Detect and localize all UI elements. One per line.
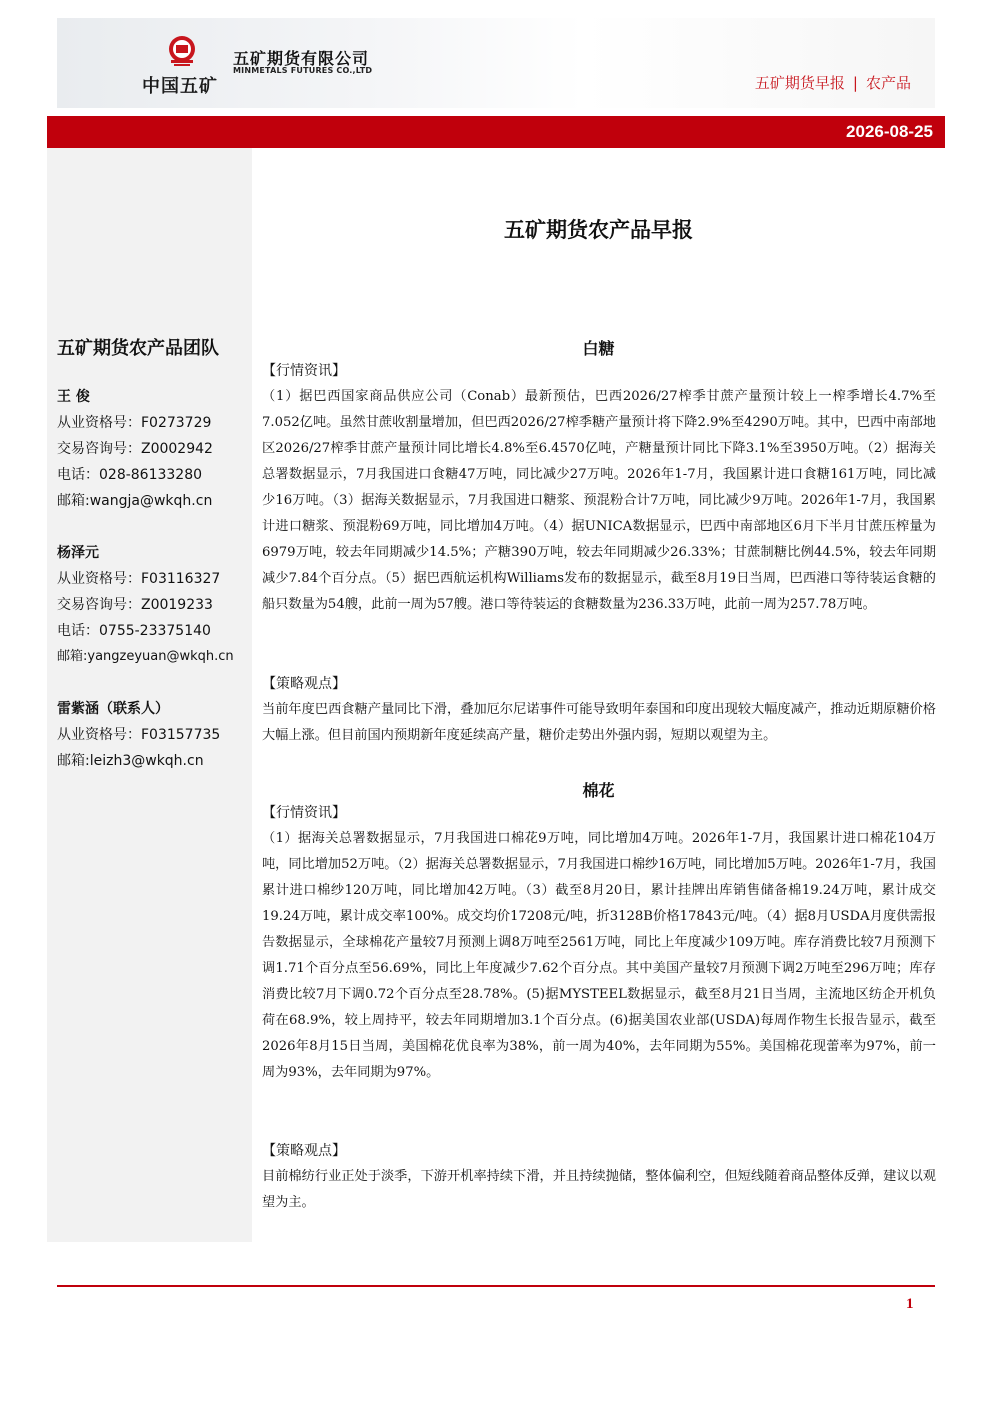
strategy-paragraph: 当前年度巴西食糖产量同比下滑，叠加厄尔尼诺事件可能导致明年泰国和印度出现较大幅度减产，推动近期原糖价格大幅上涨。但目前国内预期新年度延续高产量，糖价走势出外强内弱，短期以观望为主。 <box>262 702 936 743</box>
analyst-license: 从业资格号：F0273729 <box>57 415 212 431</box>
news-label: 【行情资讯】 <box>262 363 346 379</box>
analyst-email: 邮箱:yangzeyuan@wkqh.cn <box>57 649 234 664</box>
analyst-email: 邮箱:leizh3@wkqh.cn <box>57 753 204 769</box>
analyst-name: 王 俊 <box>57 389 90 405</box>
date-bar <box>47 116 945 148</box>
report-tag <box>755 72 911 93</box>
strategy-label: 【策略观点】 <box>262 676 346 692</box>
news-label: 【行情资讯】 <box>262 805 346 821</box>
company-name-cn: 五矿期货有限公司 <box>233 49 370 68</box>
strategy-paragraph: 目前棉纺行业正处于淡季，下游开机率持续下滑，并且持续抛储，整体偏利空，但短线随着商品整体反弹，建议以观望为主。 <box>262 1169 936 1210</box>
analyst-license: 从业资格号：F03157735 <box>57 727 221 743</box>
report-type: 五矿期货早报 <box>754 74 845 92</box>
analyst-card <box>57 384 213 514</box>
analyst-license: 从业资格号：F03116327 <box>57 571 221 587</box>
team-title: 五矿期货农产品团队 <box>57 338 219 359</box>
news-paragraph: （1）据海关总署数据显示，7月我国进口棉花9万吨，同比增加4万吨。2026年1-7月，我国累计进口棉花104万吨，同比增加52万吨。（2）据海关总署数据显示，7月我国进口棉纱16万吨，同比增加5万吨。2026年1-7月，我国累计进口棉纱120万吨，同比增加42万吨。（3）截至8月20日，累计挂牌出库销售储备棉19.24万吨，累计成交19.24万吨，累计成交率100%。成交均价17208元/吨，折3128B价格17843元/吨。（4）据8月USDA月度供需报告数据显示，全球棉花产量较7月预测上调8万吨至2561万吨，同比上年度减少109万吨。库存消费比较7月预测下调1.71个百分点至56.69%，同比上年度减少7.62个百分点。其中美国产量较7月预测下调2万吨至296万吨；库存消费比较7月下调0.72个百分点至28.78%。(5)据MYSTEEL数据显示，截至8月21日当周，主流地区纺企开机负荷在68.9%，较上周持平，较去年同期增加3.1个百分点。(6)据美国农业部(USDA)每周作物生长报告显示，截至2026年8月15日当周，美国棉花优良率为38%，前一周为40%，去年同期为55%。美国棉花现蕾率为97%，前一周为93%，去年同期为97%。 <box>262 831 936 1080</box>
analyst-card <box>57 696 220 774</box>
analyst-sidebar <box>47 148 252 1242</box>
report-title: 五矿期货农产品早报 <box>504 218 693 242</box>
analyst-name: 杨泽元 <box>57 545 99 561</box>
news-paragraph: （1）据巴西国家商品供应公司（Conab）最新预估，巴西2026/27榨季甘蔗产量预计较上一榨季增长4.7%至7.052亿吨。虽然甘蔗收割量增加，但巴西2026/27榨季糖产量预计将下降2.9%至4290万吨。其中，巴西中南部地区2026/27榨季甘蔗产量预计同比增长4.8%至6.4570亿吨，产糖量预计同比下降3.1%至3950万吨。（2）据海关总署数据显示，7月我国进口食糖47万吨，同比减少27万吨。2026年1-7月，我国累计进口食糖161万吨，同比减少16万吨。（3）据海关数据显示，7月我国进口糖浆、预混粉合计7万吨，同比减少9万吨。2026年1-7月，我国累计进口糖浆、预混粉69万吨，同比增加4万吨。（4）据UNICA数据显示，巴西中南部地区6月下半月甘蔗压榨量为6979万吨，较去年同期减少14.5%；产糖390万吨，较去年同期减少26.33%；甘蔗制糖比例44.5%，较去年同期减少7.84个百分点。（5）据巴西航运机构Williams发布的数据显示，截至8月19日当周，巴西港口等待装运食糖的船只数量为54艘，此前一周为57艘。港口等待装运的食糖数量为236.33万吨，此前一周为257.78万吨。 <box>262 389 936 612</box>
report-date: 2026-08-25 <box>846 122 933 141</box>
analyst-phone: 电话：0755-23375140 <box>57 623 211 639</box>
analyst-email: 邮箱:wangja@wkqh.cn <box>57 493 213 509</box>
analyst-name: 雷紫涵（联系人） <box>57 701 169 717</box>
analyst-card <box>57 540 234 670</box>
footer-divider <box>57 1285 935 1287</box>
section-title-sugar: 白糖 <box>582 339 615 358</box>
page-header <box>57 18 935 108</box>
group-logo-text: 中国五矿 <box>142 76 218 97</box>
section-title-cotton: 棉花 <box>582 781 615 800</box>
report-tag-separator: | <box>852 74 858 92</box>
analyst-phone: 电话：028-86133280 <box>57 467 203 483</box>
china-minmetals-emblem-icon <box>165 34 199 68</box>
analyst-consult-id: 交易咨询号：Z0002942 <box>57 441 213 457</box>
analyst-consult-id: 交易咨询号：Z0019233 <box>57 597 213 613</box>
strategy-label: 【策略观点】 <box>262 1143 346 1159</box>
page-number: 1 <box>906 1296 914 1312</box>
company-name-en: MINMETALS FUTURES CO.,LTD <box>233 66 373 75</box>
report-category: 农产品 <box>865 74 911 92</box>
